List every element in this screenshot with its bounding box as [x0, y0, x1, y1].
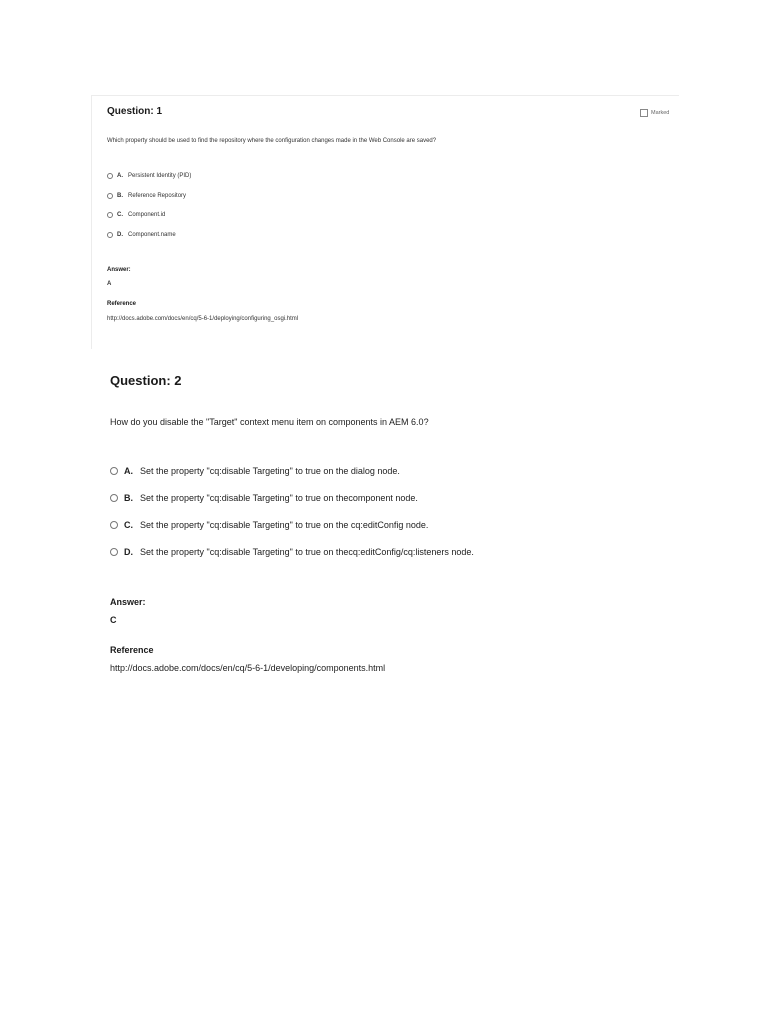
answer-value: C — [110, 615, 117, 625]
radio-icon[interactable] — [110, 494, 118, 502]
marked-checkbox[interactable] — [640, 109, 669, 117]
option-text: Persistent Identity (PID) — [128, 173, 192, 179]
answer-value: A — [107, 281, 112, 287]
option-letter: C. — [124, 520, 133, 530]
question-1-title: Question: 1 — [107, 106, 163, 117]
answer-label: Answer: — [107, 267, 131, 273]
option-text: Set the property "cq:disable Targeting" to true on the cq:editConfig node. — [140, 520, 429, 530]
radio-icon[interactable] — [107, 173, 113, 179]
option-text: Set the property "cq:disable Targeting" to true on thecq:editConfig/cq:listeners node. — [140, 547, 474, 557]
radio-icon[interactable] — [107, 212, 113, 218]
checkbox-icon[interactable] — [640, 109, 648, 117]
option-letter: D. — [117, 232, 123, 238]
option-text: Component.name — [128, 232, 176, 238]
question-2-card — [92, 360, 676, 690]
radio-icon[interactable] — [110, 467, 118, 475]
option-text: Set the property "cq:disable Targeting" to true on the dialog node. — [140, 466, 400, 476]
question-1-option-c[interactable] — [107, 212, 165, 218]
radio-icon[interactable] — [110, 548, 118, 556]
question-2-option-b[interactable] — [110, 493, 418, 503]
option-text: Component.id — [128, 212, 166, 218]
radio-icon[interactable] — [110, 521, 118, 529]
radio-icon[interactable] — [107, 193, 113, 199]
question-1-card — [91, 95, 679, 349]
question-2-option-a[interactable] — [110, 466, 400, 476]
question-2-option-c[interactable] — [110, 520, 428, 530]
answer-label: Answer: — [110, 597, 146, 607]
option-letter: A. — [117, 173, 123, 179]
option-letter: C. — [117, 212, 123, 218]
reference-label: Reference — [110, 645, 154, 655]
reference-link[interactable]: http://docs.adobe.com/docs/en/cq/5-6-1/deploying/configuring_osgi.html — [107, 316, 299, 322]
option-text: Reference Repository — [128, 193, 187, 199]
reference-label: Reference — [107, 301, 137, 307]
question-2-title: Question: 2 — [110, 373, 182, 388]
reference-link[interactable]: http://docs.adobe.com/docs/en/cq/5-6-1/developing/components.html — [110, 663, 386, 673]
radio-icon[interactable] — [107, 232, 113, 238]
option-text: Set the property "cq:disable Targeting" to true on thecomponent node. — [140, 493, 418, 503]
question-1-option-a[interactable] — [107, 173, 191, 179]
option-letter: B. — [124, 493, 133, 503]
option-letter: D. — [124, 547, 133, 557]
option-letter: B. — [117, 193, 123, 199]
question-2-option-d[interactable] — [110, 547, 474, 557]
question-1-option-d[interactable] — [107, 232, 176, 238]
question-1-text: Which property should be used to find the repository where the configuration changes made in the Web Console are saved? — [107, 138, 437, 144]
option-letter: A. — [124, 466, 133, 476]
question-1-option-b[interactable] — [107, 193, 186, 199]
question-2-text: How do you disable the "Target" context menu item on components in AEM 6.0? — [110, 417, 429, 427]
marked-label: Marked — [651, 110, 670, 116]
